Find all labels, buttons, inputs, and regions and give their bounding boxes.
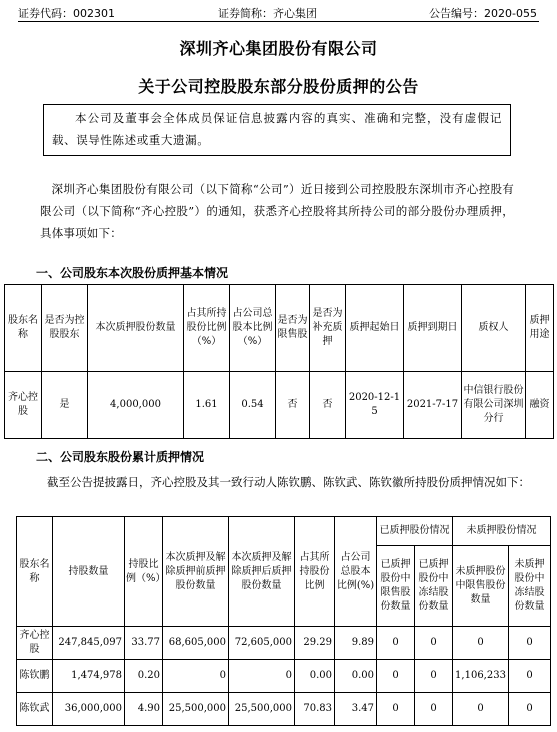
table-row [17, 660, 551, 693]
table-cell: 1,106,233 [453, 660, 509, 693]
table-cell: 0.54 [230, 372, 276, 439]
table-cell: 25,500,000 [163, 693, 229, 726]
header-cell: 本次质押及解除质押前质押股份数量 [163, 517, 229, 627]
table-cell: 0 [229, 660, 295, 693]
table-cell: 2020-12-15 [346, 372, 404, 439]
table-cell: 否 [276, 372, 310, 439]
table-row [17, 627, 551, 660]
table-cell: 72,605,000 [229, 627, 295, 660]
table-cell: 1.61 [184, 372, 230, 439]
table-cell: 2021-7-17 [404, 372, 462, 439]
table-cell: 29.29 [295, 627, 335, 660]
table-cell: 陈钦武 [17, 693, 53, 726]
header-cell: 本次质押股份数量 [88, 285, 184, 372]
announcement-title: 关于公司控股股东部分股份质押的公告 [138, 77, 419, 96]
header-cell: 质权人 [462, 285, 526, 372]
table-cell: 0.00 [295, 660, 335, 693]
stock-abbreviation: 证券简称：齐心集团 [218, 7, 317, 20]
table-cell: 4.90 [125, 693, 163, 726]
table-cell: 陈钦鹏 [17, 660, 53, 693]
table-cell: 0 [415, 660, 453, 693]
table-cell: 9.89 [335, 627, 377, 660]
table-cell: 70.83 [295, 693, 335, 726]
section-1-heading: 一、公司股东本次股份质押基本情况 [36, 266, 229, 280]
table-cell: 0 [509, 693, 551, 726]
table-cell: 0.20 [125, 660, 163, 693]
announcement-number: 公告编号：2020-055 [429, 7, 537, 20]
header-cell: 未质押股份情况 [453, 517, 551, 546]
pledge-basic-table [4, 284, 554, 439]
table-cell: 0 [377, 693, 415, 726]
table-cell: 齐心控股 [5, 372, 42, 439]
table-cell: 25,500,000 [229, 693, 295, 726]
company-title: 深圳齐心集团股份有限公司 [179, 39, 378, 58]
header-cell: 本次质押及解除质押后质押股份数量 [229, 517, 295, 627]
header-cell: 持股数量 [53, 517, 125, 627]
table-cell: 否 [310, 372, 346, 439]
table-cell: 0 [509, 660, 551, 693]
header-cell: 质押到期日 [404, 285, 462, 372]
header-cell: 已质押股份中限售股份数量 [377, 546, 415, 627]
header-cell: 是否为限售股 [276, 285, 310, 372]
table-header-row [17, 517, 551, 546]
header-cell: 是否为补充质押 [310, 285, 346, 372]
table-cell: 4,000,000 [88, 372, 184, 439]
header-cell: 已质押股份中冻结股份数量 [415, 546, 453, 627]
table-row [17, 693, 551, 726]
table-cell: 0 [163, 660, 229, 693]
header-cell: 占其所持股份比例（%） [184, 285, 230, 372]
table-header-row [5, 285, 554, 372]
header-cell: 股东名称 [17, 517, 53, 627]
table-cell: 0 [415, 627, 453, 660]
table-cell: 0 [415, 693, 453, 726]
header-cell: 是否为控股股东 [42, 285, 88, 372]
disclaimer-box: 本公司及董事会全体成员保证信息披露内容的真实、准确和完整，没有虚假记载、误导性陈述或重大遗漏。 [43, 104, 511, 156]
header-cell: 已质押股份情况 [377, 517, 453, 546]
table-cell: 1,474,978 [53, 660, 125, 693]
cumulative-pledge-table [16, 516, 551, 726]
header-cell: 占公司总股本比例（%） [230, 285, 276, 372]
section-2-heading: 二、公司股东股份累计质押情况 [36, 450, 205, 464]
page-header [18, 3, 539, 22]
table-cell: 齐心控股 [17, 627, 53, 660]
table-cell: 33.77 [125, 627, 163, 660]
table-cell: 36,000,000 [53, 693, 125, 726]
header-cell: 持股比例（%） [125, 517, 163, 627]
table-cell: 0 [377, 627, 415, 660]
table-cell: 0 [453, 693, 509, 726]
header-cell: 占公司总股本比例(%) [335, 517, 377, 627]
table-cell: 0.00 [335, 660, 377, 693]
cumulative-paragraph: 截至公告提披露日，齐心控股及其一致行动人陈钦鹏、陈钦武、陈钦徽所持股份质押情况如下： [47, 475, 530, 489]
header-cell: 未质押股份中冻结股份数量 [509, 546, 551, 627]
table-cell: 0 [509, 627, 551, 660]
table-cell: 是 [42, 372, 88, 439]
table-cell: 0 [377, 660, 415, 693]
table-cell: 融资 [526, 372, 554, 439]
header-cell: 质押用途 [526, 285, 554, 372]
header-cell: 未质押股份中限售股份数量 [453, 546, 509, 627]
table-cell: 247,845,097 [53, 627, 125, 660]
table-cell: 68,605,000 [163, 627, 229, 660]
table-cell: 3.47 [335, 693, 377, 726]
header-cell: 质押起始日 [346, 285, 404, 372]
header-cell: 股东名称 [5, 285, 42, 372]
table-row [5, 372, 554, 439]
intro-paragraph: 深圳齐心集团股份有限公司（以下简称“公司”）近日接到公司控股股东深圳市齐心控股有限公司（以下简称“齐心控股”）的通知，获悉齐心控股将其所持公司的部分股份办理质押，具体事项如下： [40, 182, 514, 240]
table-cell: 0 [453, 627, 509, 660]
header-cell: 占其所持股份比例 [295, 517, 335, 627]
table-cell: 中信银行股份有限公司深圳分行 [462, 372, 526, 439]
stock-code: 证券代码：002301 [18, 7, 115, 20]
